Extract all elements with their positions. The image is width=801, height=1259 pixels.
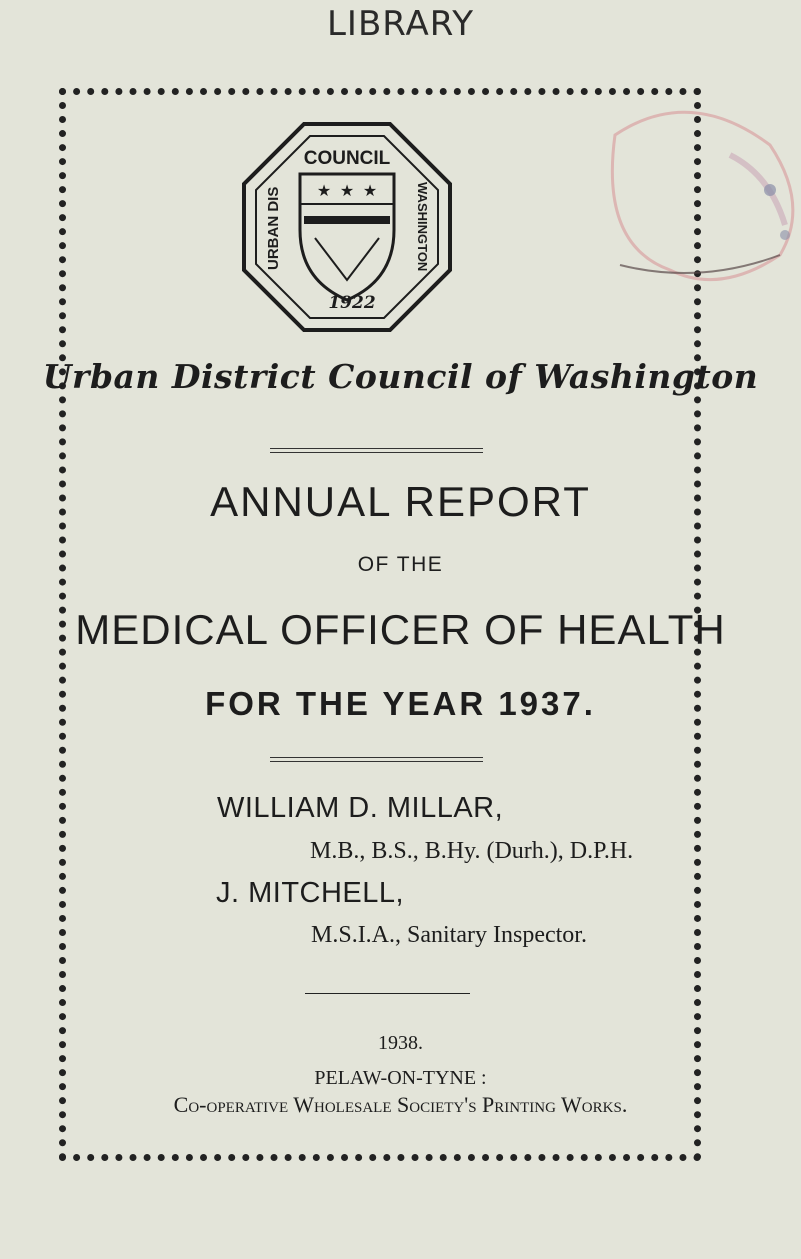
report-year: FOR THE YEAR 1937.	[205, 685, 596, 722]
footer-rule	[305, 993, 470, 994]
seal-right-text: WASHINGTON	[415, 182, 430, 272]
print-year: 1938.	[378, 1032, 423, 1054]
svg-text:★: ★	[316, 181, 332, 200]
officer-qualifications: M.B., B.S., B.Hy. (Durh.), D.P.H.	[310, 838, 634, 864]
library-stamp: LIBRARY	[326, 4, 475, 44]
inspector-qualifications: M.S.I.A., Sanitary Inspector.	[311, 922, 587, 948]
council-name: Urban District Council of Washington	[42, 357, 759, 396]
seal-left-text: URBAN DIS	[265, 186, 282, 270]
report-office: MEDICAL OFFICER OF HEALTH	[75, 606, 726, 653]
inspector-name: J. MITCHELL,	[216, 877, 405, 909]
council-seal	[240, 120, 454, 334]
svg-text:★: ★	[362, 181, 378, 200]
seal-top-text: COUNCIL	[303, 148, 391, 169]
svg-text:★: ★	[339, 181, 355, 200]
report-subtitle: OF THE	[357, 553, 444, 576]
double-rule-lower	[270, 757, 483, 762]
double-rule-upper	[270, 448, 483, 453]
seal-stars	[317, 181, 377, 200]
ink-stamp-smudge-icon	[580, 95, 801, 295]
officer-name: WILLIAM D. MILLAR,	[217, 792, 504, 824]
printer-name: Co-operative Wholesale Society's Printing Works.	[173, 1092, 628, 1117]
report-title: ANNUAL REPORT	[210, 478, 591, 525]
seal-year: 1922	[328, 293, 376, 313]
print-place: PELAW-ON-TYNE :	[314, 1067, 487, 1089]
